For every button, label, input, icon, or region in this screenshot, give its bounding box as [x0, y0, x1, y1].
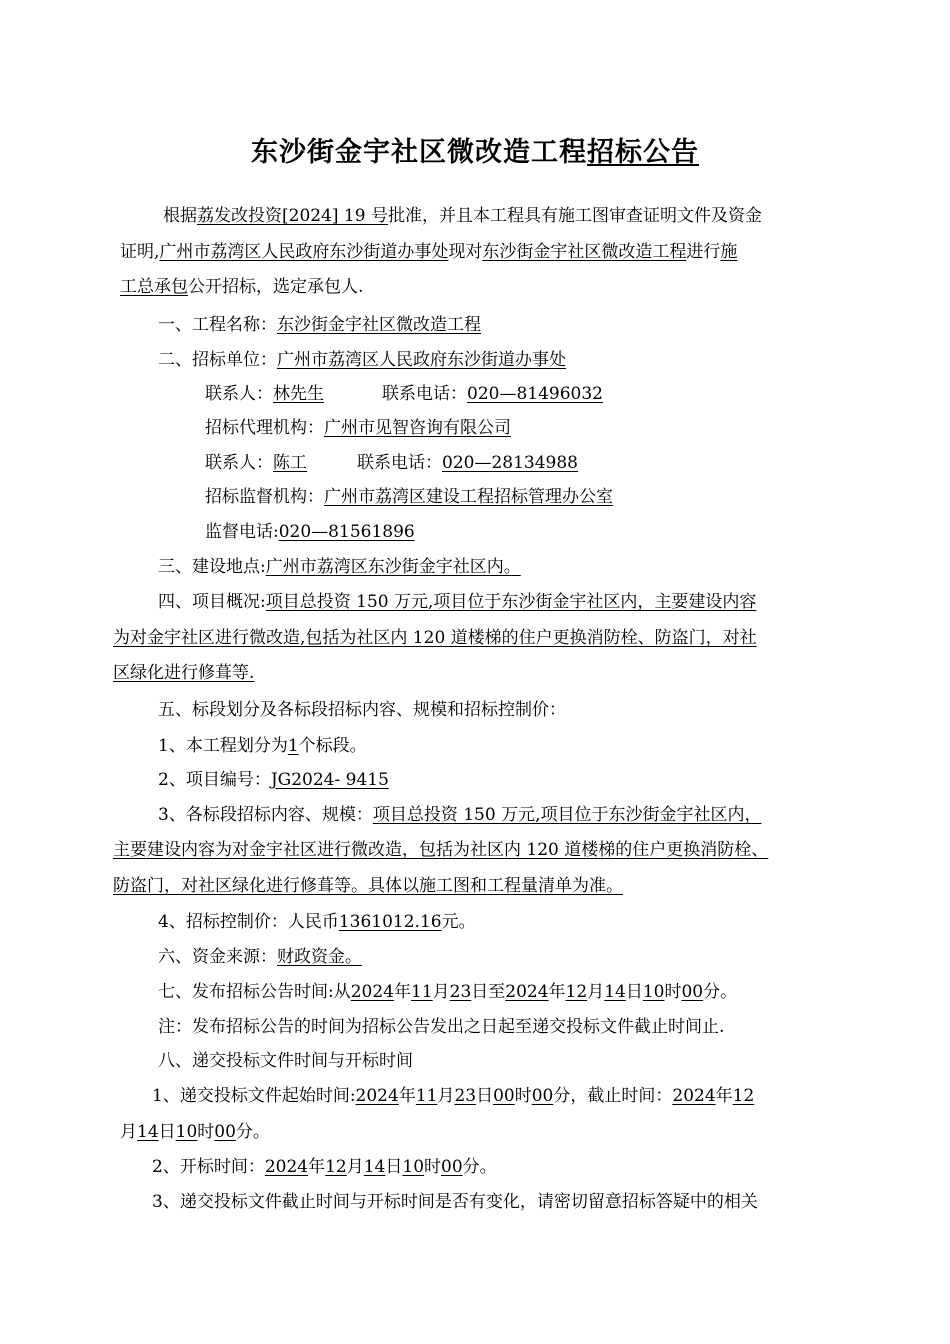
control-price [158, 910, 476, 934]
text-s8-1-d1: 23 [454, 1086, 477, 1106]
text-s7-t6: 日 [625, 982, 643, 1002]
text-s8-1-m1: 11 [415, 1086, 438, 1106]
text-s7-m1: 11 [411, 982, 433, 1002]
section-5-heading [158, 698, 566, 722]
section-8-heading [158, 1049, 413, 1073]
intro-line-2 [120, 240, 737, 264]
text-s8-1-h2: 10 [175, 1122, 198, 1142]
construction-site [158, 555, 521, 579]
project-name [158, 313, 481, 337]
text-s8-1-t8: 时 [197, 1122, 215, 1142]
text-s8-2-d: 14 [363, 1157, 386, 1177]
text-s7-t7: 时 [664, 982, 682, 1002]
fund-source [158, 945, 362, 969]
text-s8-2-m: 12 [325, 1157, 347, 1177]
overview-line-3 [113, 661, 254, 685]
intro-line-1 [163, 204, 762, 228]
text-s7-a: 七、发布招标公告时间:从 [158, 982, 351, 1002]
text-p1-l3a: 工总承包 [120, 277, 188, 297]
text-p1-l2c: 现对 [448, 242, 483, 262]
text-s2-label: 二、招标单位： [158, 350, 277, 370]
tender-agency [205, 416, 511, 440]
text-p1-l2e: 进行 [686, 242, 721, 262]
text-s7-t4: 年 [548, 982, 566, 1002]
text-s8-2-mi: 00 [441, 1157, 463, 1177]
text-s1-label: 一、工程名称： [158, 315, 277, 335]
contact-1 [205, 382, 603, 406]
tender-unit [158, 348, 566, 372]
project-number [158, 768, 431, 792]
change-notice [152, 1190, 758, 1214]
text-sup-phone-label: 监督电话: [205, 522, 279, 542]
text-s8-2-a: 2、开标时间： [152, 1157, 265, 1177]
text-s6-value: 财政资金。 [277, 947, 362, 967]
text-c2-l1: 联系人： [205, 453, 273, 473]
submission-time-line-1 [152, 1084, 754, 1108]
text-s8-2-y: 2024 [264, 1157, 309, 1177]
section-5-1 [158, 734, 367, 758]
text-p1-l1c: 批准，并且本工程具有施工图审查证明文件及资金 [387, 206, 762, 226]
text-s8-1-t9: 分。 [235, 1122, 270, 1142]
text-c1-v1: 林先生 [273, 384, 324, 404]
text-c2-v1: 陈工 [273, 453, 307, 473]
text-s8-1-t7: 日 [158, 1122, 176, 1142]
text-s7-t5: 月 [587, 982, 605, 1002]
scope-line-3 [113, 874, 623, 898]
text-s8-1-t3: 日 [476, 1086, 494, 1106]
text-s5-3-l2: 主要建设内容为对金宇社区进行微改造，包括为社区内 120 道楼梯的住户更换消防栓、 [113, 840, 769, 860]
text-s8-2-t1: 年 [308, 1157, 326, 1177]
contact-2 [205, 451, 578, 475]
text-s8-2-t5: 分。 [462, 1157, 497, 1177]
text-s4-l2: 为对金宇社区进行微改造,包括为社区内 120 道楼梯的住户更换消防栓、防盗门，对社 [113, 628, 757, 648]
scope-line-2 [113, 838, 768, 862]
overview-line-2 [113, 626, 757, 650]
text-s8: 八、递交投标文件时间与开标时间 [158, 1051, 413, 1071]
text-s2-value: 广州市荔湾区人民政府东沙街道办事处 [277, 350, 566, 370]
text-s8-2-t4: 时 [424, 1157, 442, 1177]
text-s8-1-a: 1、递交投标文件起始时间: [152, 1086, 356, 1106]
text-s8-1-y2: 2024 [672, 1086, 716, 1106]
text-s5-1-b: 1 [287, 736, 299, 756]
text-s8-2-t3: 日 [385, 1157, 403, 1177]
text-s8-1-t2: 月 [437, 1086, 455, 1106]
text-c2-v2: 020—28134988 [442, 453, 578, 473]
text-s5-2-label: 2、项目编号： [158, 770, 271, 790]
text-p1-l2f: 施 [720, 242, 738, 262]
overview-line-1 [158, 590, 756, 614]
text-c1-l2: 联系电话： [382, 384, 467, 404]
opening-time [152, 1155, 497, 1179]
scope-line-1 [158, 803, 762, 827]
page-title [0, 130, 950, 169]
text-s7-t3: 日至 [471, 982, 506, 1002]
text-s8-1-m2b: 月 [120, 1122, 137, 1142]
text-c2-l2: 联系电话： [357, 453, 442, 473]
text-s4-l1: 项目总投资 150 万元,项目位于东沙街金宇社区内，主要建设内容 [265, 592, 757, 612]
text-s8-3: 3、递交投标文件截止时间与开标时间是否有变化，请密切留意招标答疑中的相关 [152, 1192, 758, 1212]
text-sup-phone-value: 020—81561896 [278, 522, 415, 542]
text-s8-1-t1: 年 [398, 1086, 416, 1106]
text-s8-1-t6: 年 [715, 1086, 733, 1106]
text-s5-3-l1: 项目总投资 150 万元,项目位于东沙街金宇社区内， [372, 805, 762, 825]
text-s7-t8: 分。 [703, 982, 738, 1002]
text-s3-value: 广州市荔湾区东沙街金宇社区内。 [265, 557, 521, 577]
text-s7-t1: 年 [394, 982, 411, 1002]
text-p1-l2a: 证明, [120, 242, 160, 262]
supervision-agency [205, 485, 613, 509]
text-s5-1-c: 个标段。 [298, 736, 367, 756]
text-s8-1-m2: 12 [732, 1086, 755, 1106]
text-s7-m2: 12 [565, 982, 588, 1002]
text-s7-y1: 2024 [350, 982, 394, 1002]
text-agency-label: 招标代理机构： [205, 418, 324, 438]
text-p1-l2d: 东沙街金宇社区微改造工程 [482, 242, 687, 262]
text-s7-h: 10 [642, 982, 665, 1002]
text-s4-l3: 区绿化进行修葺等. [113, 663, 255, 683]
note [158, 1015, 724, 1039]
text-s5-4-value: 1361012.16 [338, 912, 442, 932]
text-s8-1-y1: 2024 [355, 1086, 399, 1106]
text-s5-4-unit: 元。 [441, 912, 476, 932]
text-s8-1-mi1: 00 [531, 1086, 554, 1106]
text-title-b: 招标公告 [587, 137, 699, 168]
text-s8-2-t2: 月 [346, 1157, 364, 1177]
text-s8-1-d2: 14 [137, 1122, 159, 1142]
text-s8-1-h1: 00 [493, 1086, 515, 1106]
text-s5-1-a: 1、本工程划分为 [158, 736, 288, 756]
text-s7-t2: 月 [432, 982, 450, 1002]
text-p1-l2b: 广州市荔湾区人民政府东沙街道办事处 [159, 242, 449, 262]
text-note: 注：发布招标公告的时间为招标公告发出之日起至递交投标文件截止时间止. [158, 1017, 725, 1037]
supervision-phone [205, 520, 415, 544]
text-s5-2-value: JG2024- 9415 [270, 770, 389, 790]
text-s4-label: 四、项目概况: [158, 592, 266, 612]
text-c1-v2: 020—81496032 [467, 384, 603, 404]
text-s5-3-label: 3、各标段招标内容、规模： [158, 805, 373, 825]
text-s8-1-t4: 时 [514, 1086, 532, 1106]
text-supervise-value: 广州市荔湾区建设工程招标管理办公室 [324, 487, 613, 507]
text-p1-l1b: 荔发改投资[2024] 19 号 [197, 206, 388, 226]
text-s7-mi: 00 [681, 982, 704, 1002]
text-supervise-label: 招标监督机构： [205, 487, 324, 507]
text-title-a: 东沙街金宇社区微改造工程 [251, 137, 587, 168]
text-p1-l1a: 根据 [163, 206, 197, 226]
text-s8-1-mi2: 00 [214, 1122, 236, 1142]
text-s6-label: 六、资金来源： [158, 947, 277, 967]
intro-line-3 [120, 275, 363, 299]
text-c1-l1: 联系人： [205, 384, 273, 404]
text-s5: 五、标段划分及各标段招标内容、规模和招标控制价： [158, 700, 566, 720]
announcement-period [158, 980, 737, 1004]
text-p1-l3b: 公开招标，选定承包人. [188, 277, 364, 297]
text-agency-value: 广州市见智咨询有限公司 [324, 418, 511, 438]
text-s7-d1: 23 [449, 982, 472, 1002]
text-s5-3-l3: 防盗门，对社区绿化进行修葺等。具体以施工图和工程量清单为准。 [113, 876, 623, 896]
text-s7-d2: 14 [604, 982, 626, 1002]
text-s1-value: 东沙街金宇社区微改造工程 [277, 315, 481, 335]
text-s3-label: 三、建设地点: [158, 557, 266, 577]
submission-time-line-2 [120, 1120, 270, 1144]
text-s7-y2: 2024 [505, 982, 549, 1002]
text-s8-1-t5: 分，截止时间： [553, 1086, 673, 1106]
text-s8-2-h: 10 [402, 1157, 425, 1177]
text-s5-4-label: 4、招标控制价：人民币 [158, 912, 339, 932]
